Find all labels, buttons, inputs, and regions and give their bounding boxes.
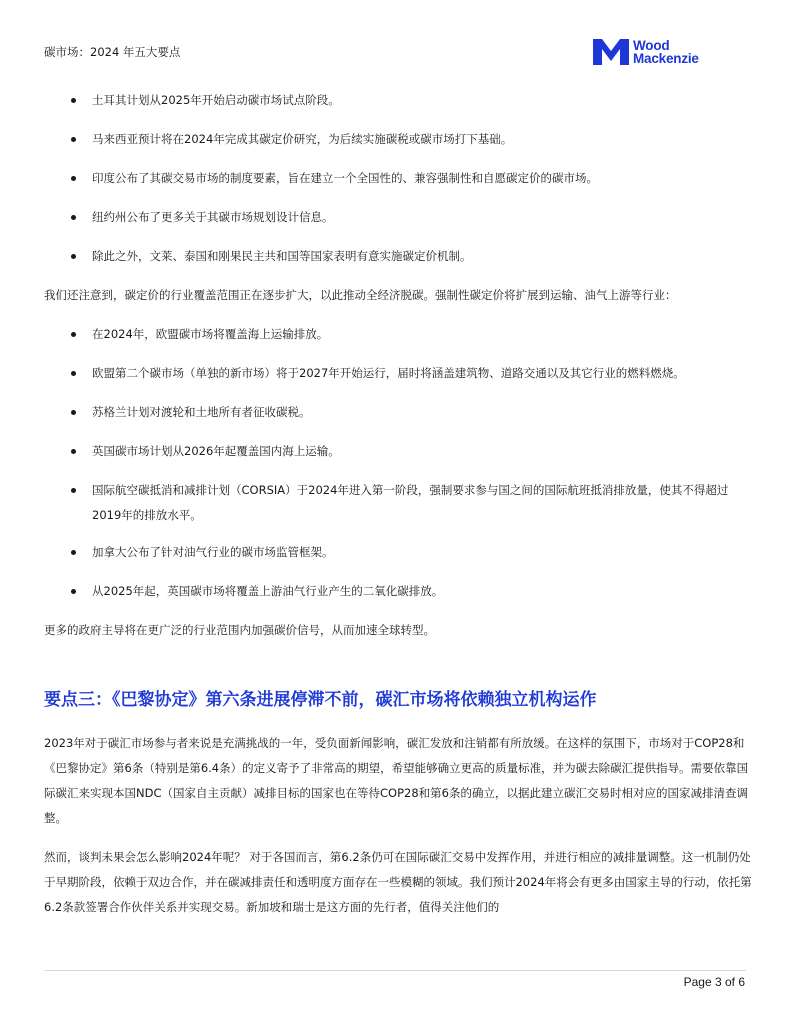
logo-line1: Wood <box>633 38 670 53</box>
paragraph-sector-coverage: 我们还注意到，碳定价的行业覆盖范围正在逐步扩大，以此推动全经济脱碳。强制性碳定价将扩展到运输、油气上游等行业： <box>44 288 677 302</box>
list-item: 土耳其计划从2025年开始启动碳市场试点阶段。 <box>44 88 754 113</box>
page-content <box>44 88 754 934</box>
wood-mackenzie-logo <box>593 36 733 68</box>
section-heading-point-three: 要点三：《巴黎协定》第六条进展停滞不前，碳汇市场将依赖独立机构运作 <box>44 690 597 710</box>
list-item: 加拿大公布了针对油气行业的碳市场监管框架。 <box>44 540 754 565</box>
footer-divider <box>44 970 746 971</box>
wood-mackenzie-logo-icon <box>593 37 629 67</box>
paragraph-article-6-2: 然而，谈判未果会怎么影响2024年呢？ 对于各国而言，第6.2条仍可在国际碳汇交易中发挥作用，并进行相应的减排量调整。这一机制仍处于早期阶段，依赖于双边合作，并在碳减排责任和透明度方面存在一些模糊的领域。我们预计2024年将会有更多由国家主导的行动，依托第6.2条款签署合作伙伴关系并实现交易。新加坡和瑞士是这方面的先行者，值得关注他们的 <box>44 850 752 914</box>
logo-wordmark <box>633 39 699 65</box>
paragraph-offset-market-2023: 2023年对于碳汇市场参与者来说是充满挑战的一年，受负面新闻影响，碳汇发放和注销都有所放缓。在这样的氛围下，市场对于COP28和《巴黎协定》第6条（特别是第6.4条）的定义寄予了非常高的期望，希望能够确立更高的质量标准，并为碳去除碳汇提供指导。需要依靠国际碳汇来实现本国NDC（国家自主贡献）减排目标的国家也在等待COP28和第6条的确立，以据此建立碳汇交易时相对应的国家减排清查调整。 <box>44 736 749 825</box>
list-item: 马来西亚预计将在2024年完成其碳定价研究，为后续实施碳税或碳市场打下基础。 <box>44 127 754 152</box>
logo-line2: Mackenzie <box>633 51 699 66</box>
list-item: 纽约州公布了更多关于其碳市场规划设计信息。 <box>44 205 754 230</box>
bullet-list-sector-expansion <box>44 322 754 604</box>
list-item: 除此之外，文莱、泰国和刚果民主共和国等国家表明有意实施碳定价机制。 <box>44 244 754 269</box>
list-item: 苏格兰计划对渡轮和土地所有者征收碳税。 <box>44 400 754 425</box>
list-item: 在2024年，欧盟碳市场将覆盖海上运输排放。 <box>44 322 754 347</box>
page-number: Page 3 of 6 <box>683 975 745 989</box>
bullet-list-carbon-markets <box>44 88 754 269</box>
list-item: 从2025年起，英国碳市场将覆盖上游油气行业产生的二氧化碳排放。 <box>44 579 754 604</box>
list-item: 英国碳市场计划从2026年起覆盖国内海上运输。 <box>44 439 754 464</box>
document-header-title: 碳市场：2024 年五大要点 <box>44 45 181 59</box>
list-item: 欧盟第二个碳市场（单独的新市场）将于2027年开始运行，届时将涵盖建筑物、道路交通以及其它行业的燃料燃烧。 <box>44 361 754 386</box>
list-item: 印度公布了其碳交易市场的制度要素，旨在建立一个全国性的、兼容强制性和自愿碳定价的碳市场。 <box>44 166 754 191</box>
list-item: 国际航空碳抵消和减排计划（CORSIA）于2024年进入第一阶段，强制要求参与国之间的国际航班抵消排放量，使其不得超过 2019年的排放水平。 <box>44 478 754 528</box>
paragraph-government-signal: 更多的政府主导将在更广泛的行业范围内加强碳价信号，从而加速全球转型。 <box>44 623 435 637</box>
